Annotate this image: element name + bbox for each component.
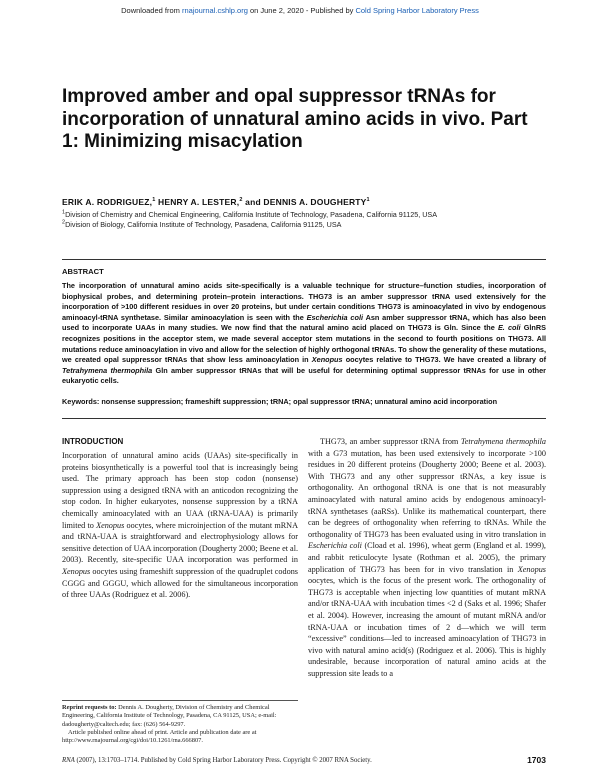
- citation-text: (2007), 13:1703–1714. Published by Cold Spring Harbor Laboratory Press. Copyright © 2007 RNA Society.: [74, 757, 372, 764]
- author-1: ERIK A. RODRIGUEZ,: [62, 197, 153, 207]
- author-list: [62, 197, 370, 207]
- publication-note: Article published online ahead of print. Article and publication date are at http://www.rnajournal.org/cgi/doi/10.1261/rna.666807.: [62, 728, 257, 745]
- abstract-heading: ABSTRACT: [62, 267, 104, 276]
- author-2-affil: 2: [239, 197, 243, 204]
- abstract-top-rule: [62, 259, 546, 260]
- publisher-link[interactable]: Cold Spring Harbor Laboratory Press: [355, 6, 479, 15]
- author-3-affil: 1: [366, 197, 370, 204]
- affiliation-2-marker: 2: [62, 219, 66, 226]
- intro-column-2: THG73, an amber suppressor tRNA from Tetrahymena thermophila with a G73 mutation, has been used extensively to incorporate >100 residues in 20 different proteins (Dougherty 2000; Beene et al. 2003). With THG73 and any other suppressor tRNAs, a key issue is orthogonality. An orthogonal tRNA is one that is not measurably aminoacylated with natural amino acids by endogenous aminoacyl-tRNA synthetases (aaRSs). Unlike its mathematical counterpart, there can be degrees of orthogonality when referring to tRNAs. While the orthogonality of THG73 has been evaluated using in vitro translation in Escherichia coli (Cload et al. 1996), wheat germ (England et al. 1999), and rabbit reticulocyte lysate (Rothman et al. 2005), the primary application of THG73 has been for in vivo translation in Xenopus oocytes, which is the focus of the present work. The orthogonality of THG73 is acceptable when injecting low quantities of mutant mRNA and/or tRNA-UAA with incubation times <2 d (Saks et al. 1996; Shafer et al. 2004). However, increasing the amount of mutant mRNA and/or tRNA-UAA or incubation times of 2 d—which we will term “excessive” conditions—led to increased aminoacylation of THG73 in vivo with natural amino acid(s) (Rodriguez et al. 2006). This is highly undesirable, because incorporation of natural amino acids at the suppression site leads to a: [308, 437, 547, 678]
- reprint-footnote: [62, 704, 298, 745]
- abstract-body: The incorporation of unnatural amino acids site-specifically is a valuable technique for structure–function studies, incorporation of biophysical probes, and determining protein–protein interactions. THG73 is an amber suppressor tRNA used extensively for the incorporation of >100 different residues in over 20 proteins, but under certain conditions THG73 is aminoacylated in vivo by endogenous aminoacyl-tRNA synthetase. Similar aminoacylation is seen with the Escherichia coli Asn amber suppressor tRNA, which has also been used to incorporate UAAs in many studies. We now find that the natural amino acid placed on THG73 is Gln. Since the E. coli GlnRS recognizes positions in the acceptor stem, we made several acceptor stem mutations in the second to fourth positions on THG73. All mutations reduce aminoacylation in vivo and allow for the selection of highly orthogonal tRNAs. To show the generality of these mutations, we created opal suppressor tRNAs that show less aminoacylation in Xenopus oocytes relative to THG73. We have created a library of Tetrahymena thermophila Gln amber suppressor tRNAs that will be useful for determining optimal suppressor tRNAs for use in other eukaryotic cells.: [62, 281, 547, 386]
- affiliation-2-text: Division of Biology, California Institute of Technology, Pasadena, California 91125, USA: [65, 220, 342, 229]
- author-3: and DENNIS A. DOUGHERTY: [242, 197, 367, 207]
- keywords: Keywords: nonsense suppression; frameshift suppression; tRNA; opal suppressor tRNA; unnatural amino acid incorporation: [62, 397, 498, 406]
- footnote-rule: [62, 700, 298, 701]
- journal-name: RNA: [62, 757, 75, 764]
- download-prefix: Downloaded from: [121, 6, 182, 15]
- journal-site-link[interactable]: rnajournal.cshlp.org: [182, 6, 248, 15]
- affiliation-2: [62, 220, 341, 229]
- affiliation-1-marker: 1: [62, 209, 66, 216]
- abstract-bottom-rule: [62, 418, 546, 419]
- introduction-heading: INTRODUCTION: [62, 437, 124, 446]
- download-banner: [0, 6, 600, 15]
- article-title: Improved amber and opal suppressor tRNAs for incorporation of unnatural amino acids in vivo. Part 1: Minimizing misacylation: [62, 86, 528, 152]
- citation-footer: [62, 757, 546, 764]
- page-number: 1703: [527, 755, 546, 765]
- author-1-affil: 1: [152, 197, 156, 204]
- author-2: HENRY A. LESTER,: [155, 197, 240, 207]
- reprint-text: Dennis A. Dougherty, Division of Chemistry and Chemical Engineering, California Institute of Technology, Pasadena, CA 91125, USA; e-mail: dadougherty@caltech.edu; fax: (626) 564-9297.: [62, 704, 277, 728]
- intro-column-1: Incorporation of unnatural amino acids (UAAs) site-specifically in proteins biosynthetically is a powerful tool that is increasingly being used. The primary approach has been stop codon (nonsense) suppression using a designed tRNA with an anticodon recognizing the stop codon. In higher eukaryotes, nonsense suppression by a tRNA chemically aminoacylated with an UAA (tRNA-UAA) is primarily limited to Xenopus oocytes, where microinjection of the mutant mRNA and tRNA-UAA is straightforward and electrophysiology allows for sensitive detection of UAA incorporation (Dougherty 2000; Beene et al. 2003). Recently, site-specific UAA incorporation was performed in Xenopus oocytes using frameshift suppression of the quadruplet codons CGGG and GGGU, which allowed for the simultaneous incorporation of three UAAs (Rodriguez et al. 2006).: [62, 451, 299, 600]
- reprint-label: Reprint requests to:: [62, 704, 117, 711]
- download-middle: on June 2, 2020 - Published by: [247, 6, 356, 15]
- affiliation-1: [62, 210, 437, 219]
- affiliation-1-text: Division of Chemistry and Chemical Engineering, California Institute of Technology, Pasadena, California 91125, USA: [65, 210, 438, 219]
